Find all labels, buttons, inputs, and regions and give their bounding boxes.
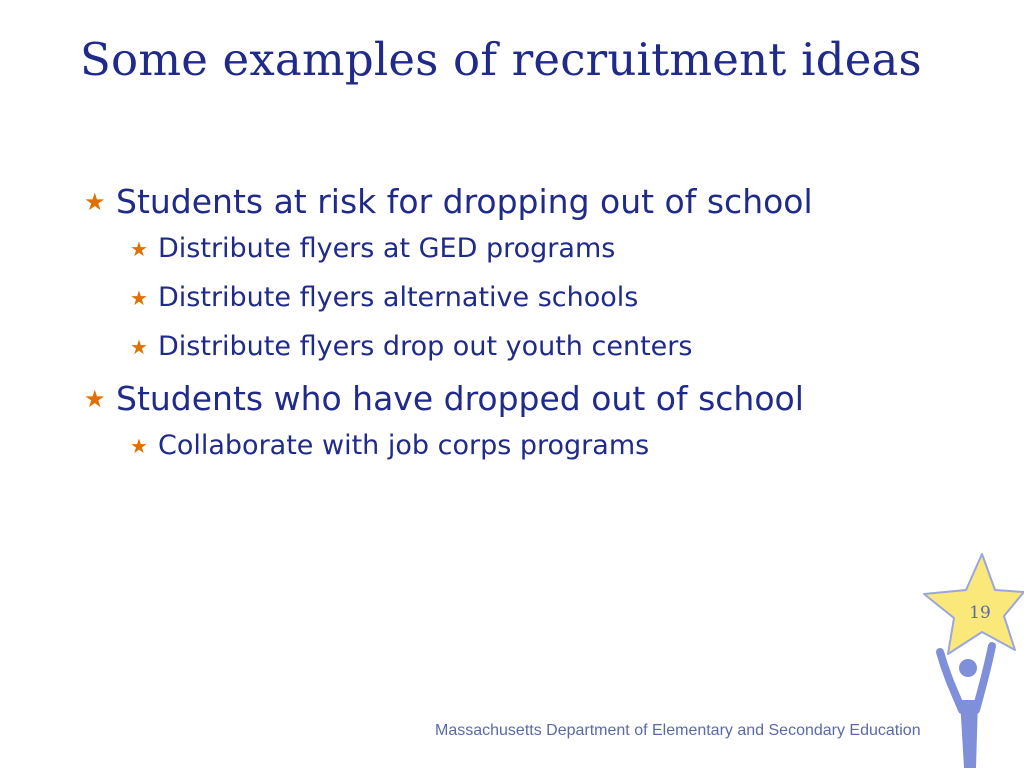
bullet-list (84, 180, 984, 476)
sub-bullet-text: Distribute flyers at GED programs (158, 233, 616, 264)
sub-bullet-item (130, 230, 984, 268)
star-icon: ★ (130, 434, 148, 458)
mascot-left-arm (940, 652, 962, 710)
sub-bullet-text: Distribute flyers alternative schools (158, 282, 639, 313)
sub-bullet-item (130, 279, 984, 317)
star-icon: ★ (84, 188, 106, 216)
star-mascot-icon (920, 550, 1024, 768)
star-icon: ★ (130, 286, 148, 310)
sub-bullet-text: Collaborate with job corps programs (158, 430, 650, 461)
sub-bullet-item (130, 427, 984, 465)
mascot-right-arm (976, 646, 992, 710)
sub-bullet-item (130, 328, 984, 366)
bullet-text: Students at risk for dropping out of school (116, 182, 813, 221)
mascot-body (960, 700, 978, 768)
star-icon: ★ (130, 335, 148, 359)
star-icon: ★ (84, 385, 106, 413)
bullet-item (84, 180, 984, 224)
star-icon: ★ (130, 237, 148, 261)
slide-title: Some examples of recruitment ideas (80, 33, 922, 86)
bullet-text: Students who have dropped out of school (116, 379, 804, 418)
page-number: 19 (969, 603, 991, 623)
footer-text: Massachusetts Department of Elementary and Secondary Education (435, 722, 921, 739)
bullet-item (84, 377, 984, 421)
mascot-head (959, 659, 977, 677)
sub-bullet-text: Distribute flyers drop out youth centers (158, 331, 693, 362)
